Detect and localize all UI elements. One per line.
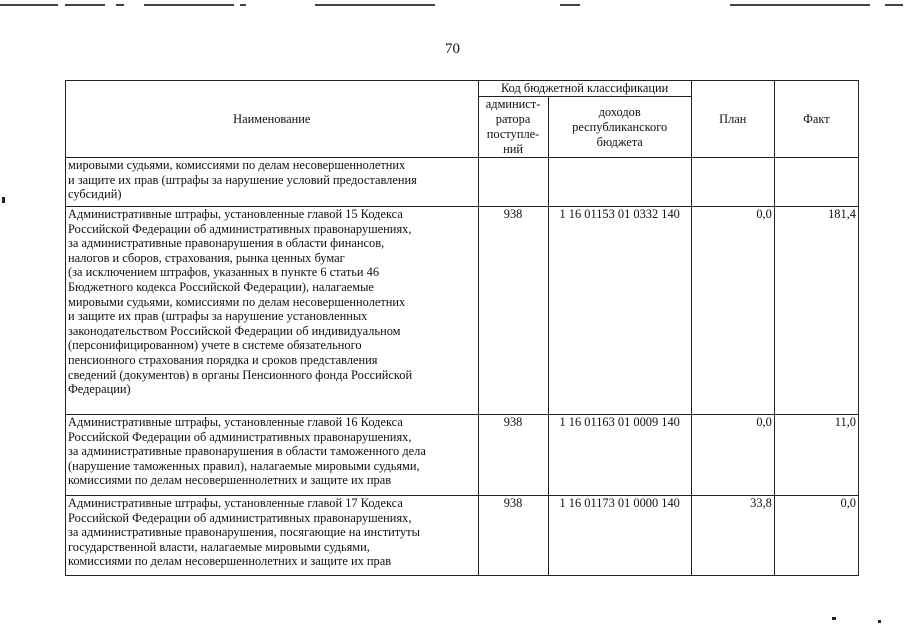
row-plan: 0,0 bbox=[691, 207, 774, 415]
header-admin: админист- ратора поступле- ний bbox=[478, 97, 548, 158]
scan-speck bbox=[832, 617, 836, 620]
row-fact bbox=[774, 158, 858, 207]
row-name: мировыми судьями, комиссиями по делам несовершеннолетних и защите их прав (штрафы за нарушение условий предоставления субсидий) bbox=[66, 158, 479, 207]
header-income: доходов республиканского бюджета bbox=[548, 97, 691, 158]
table-row bbox=[66, 158, 859, 207]
row-admin-code: 938 bbox=[478, 415, 548, 496]
table-row bbox=[66, 207, 859, 415]
row-plan bbox=[691, 158, 774, 207]
header-plan: План bbox=[691, 81, 774, 158]
row-name: Административные штрафы, установленные главой 15 Кодекса Российской Федерации об административных правонарушениях, за административные правонарушения в области финансов, налогов и сборов, страхования, рынка ценных бумаг (за исключением штрафов, указанных в пункте 6 статьи 46 Бюджетного кодекса Российской Федерации), налагаемые мировыми судьями, комиссиями по делам несовершеннолетних и защите их прав (штрафы за нарушение установленных законодательством Российской Федерации об индивидуальном (персонифицированном) учете в системе обязательного пенсионного страхования порядка и сроков представления сведений (документов) в органы Пенсионного фонда Российской Федерации) bbox=[66, 207, 479, 415]
row-name: Административные штрафы, установленные главой 17 Кодекса Российской Федерации об административных правонарушениях, за административные правонарушения, посягающие на институты государственной власти, налагаемые мировыми судьями, комиссиями по делам несовершеннолетних и защите их прав bbox=[66, 496, 479, 576]
row-admin-code: 938 bbox=[478, 496, 548, 576]
row-income-code: 1 16 01173 01 0000 140 bbox=[548, 496, 691, 576]
row-admin-code: 938 bbox=[478, 207, 548, 415]
row-admin-code bbox=[478, 158, 548, 207]
row-fact: 181,4 bbox=[774, 207, 858, 415]
row-income-code: 1 16 01153 01 0332 140 bbox=[548, 207, 691, 415]
row-fact: 0,0 bbox=[774, 496, 858, 576]
scan-speck bbox=[878, 620, 881, 623]
row-income-code bbox=[548, 158, 691, 207]
header-fact: Факт bbox=[774, 81, 858, 158]
budget-table bbox=[65, 80, 859, 576]
table-row bbox=[66, 415, 859, 496]
table-row bbox=[66, 496, 859, 576]
header-name: Наименование bbox=[66, 81, 479, 158]
row-name: Административные штрафы, установленные главой 16 Кодекса Российской Федерации об административных правонарушениях, за административные правонарушения в области таможенного дела (нарушение таможенных правил), налагаемые мировыми судьями, комиссиями по делам несовершеннолетних и защите их прав bbox=[66, 415, 479, 496]
row-income-code: 1 16 01163 01 0009 140 bbox=[548, 415, 691, 496]
scan-artifact-lines bbox=[0, 0, 905, 12]
row-plan: 0,0 bbox=[691, 415, 774, 496]
header-classification-group: Код бюджетной классификации bbox=[478, 81, 691, 97]
row-plan: 33,8 bbox=[691, 496, 774, 576]
page-number: 70 bbox=[445, 41, 460, 57]
row-fact: 11,0 bbox=[774, 415, 858, 496]
binding-mark bbox=[2, 197, 5, 203]
